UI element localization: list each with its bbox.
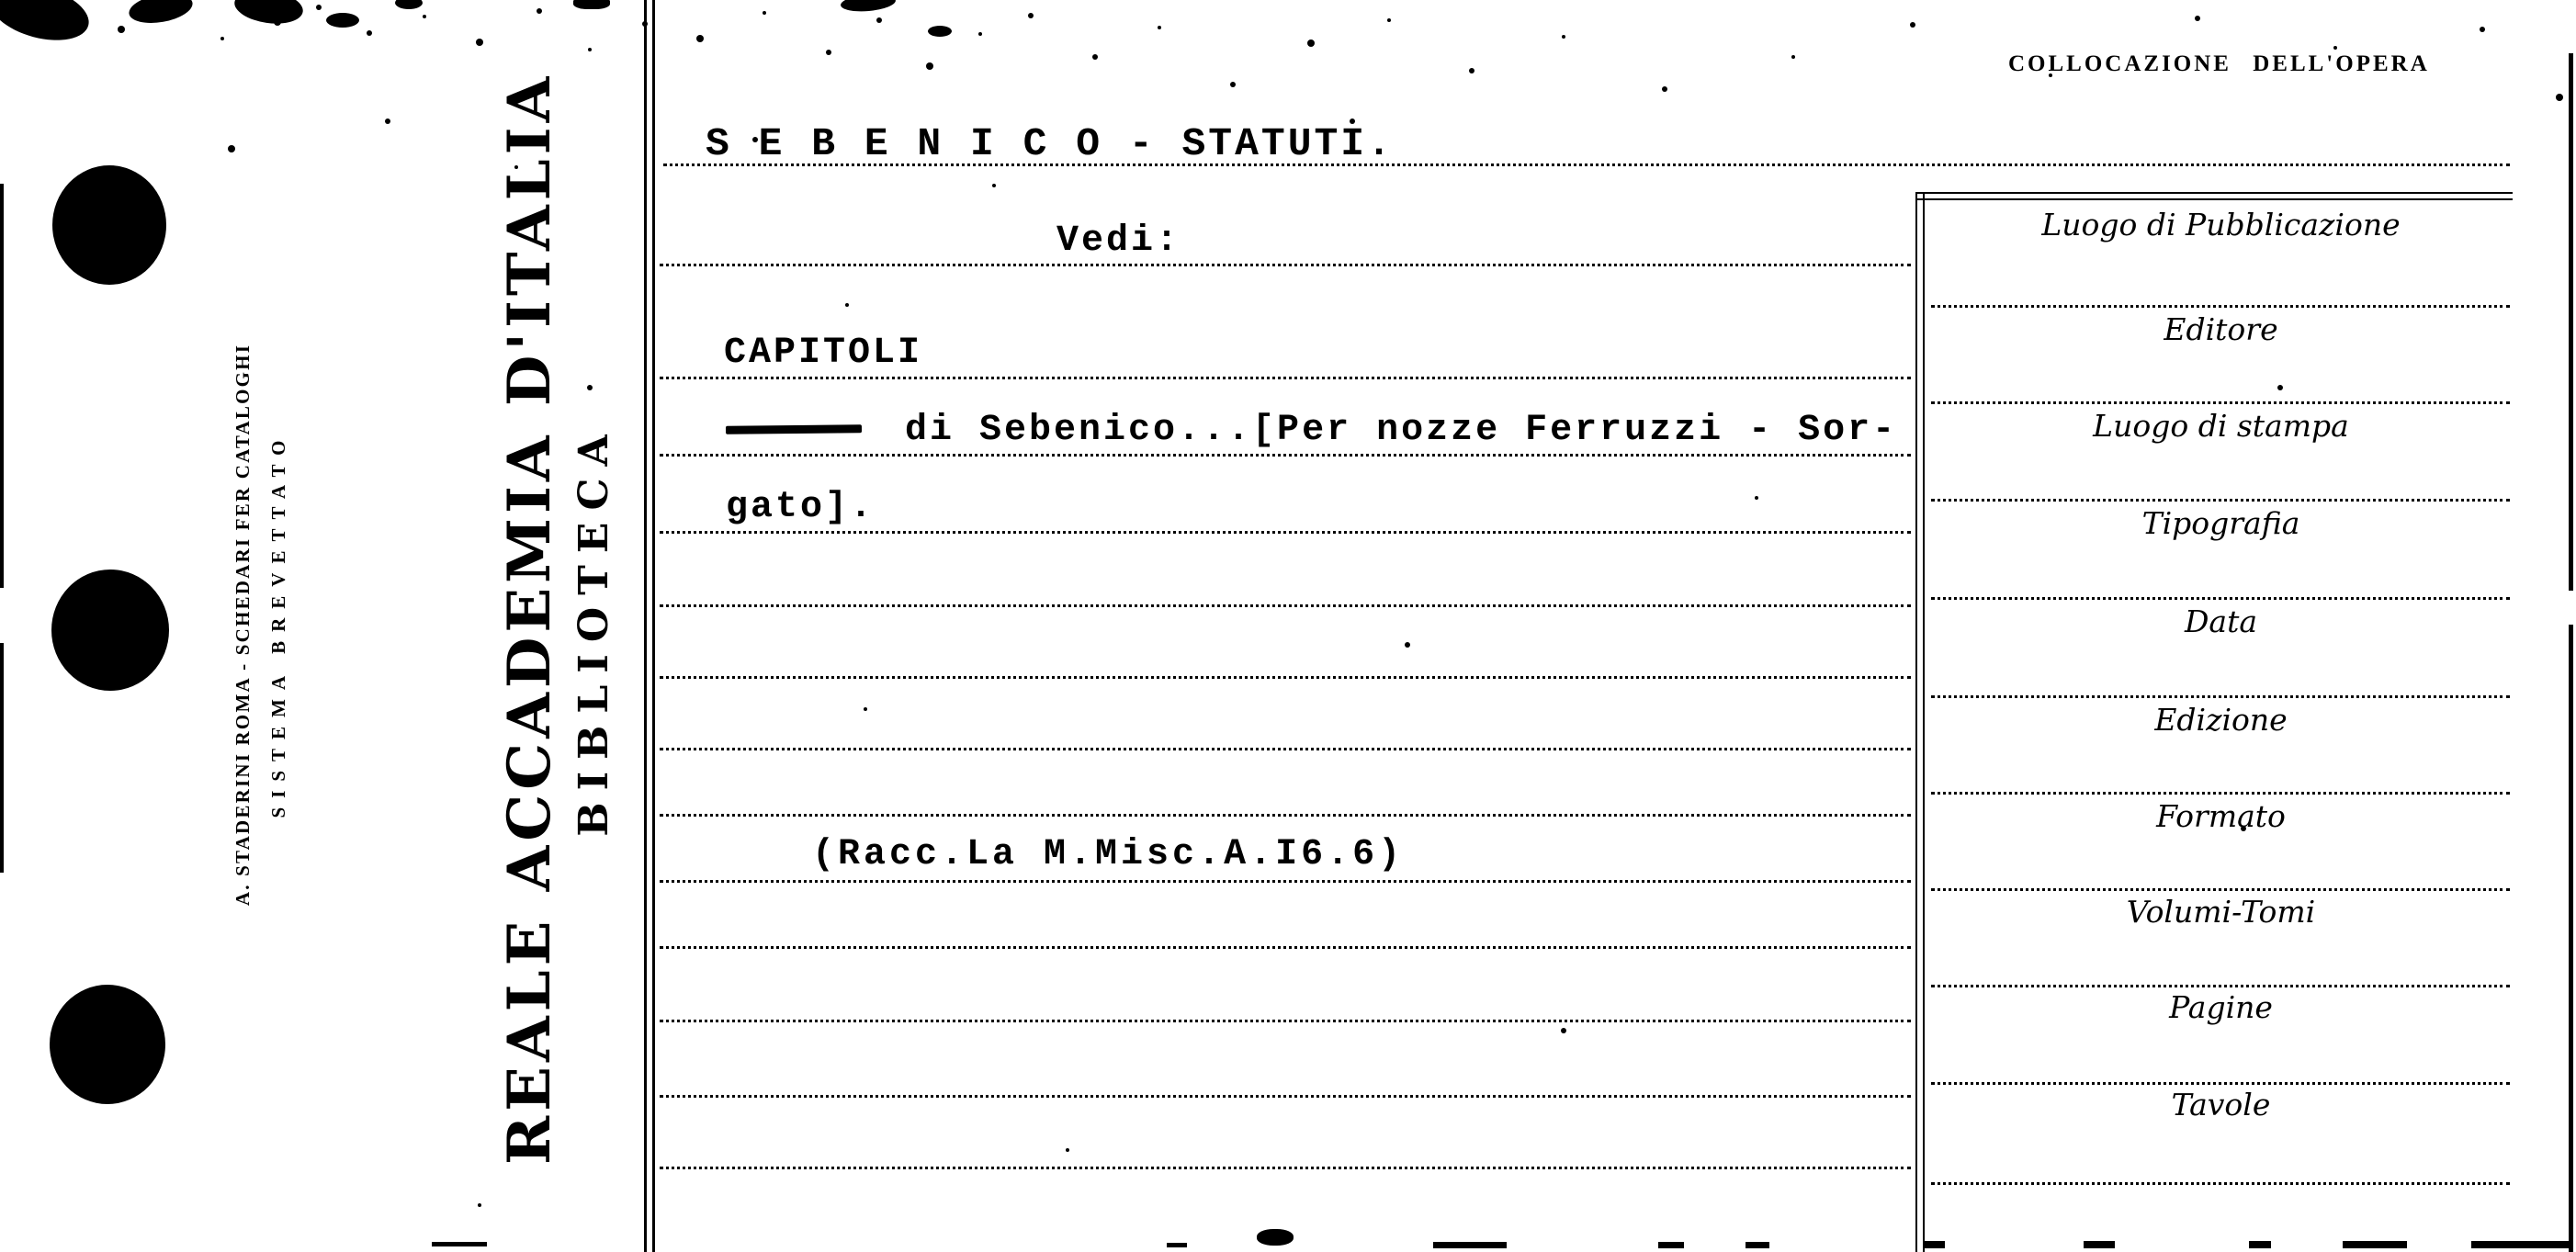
card-bottom-border xyxy=(2084,1241,2115,1248)
scan-noise xyxy=(840,0,896,14)
manufacturer-line2: SISTEMA BREVETTATO xyxy=(267,431,289,818)
card-bottom-border xyxy=(2471,1241,2572,1248)
panel-field-label: Pagine xyxy=(2169,989,2273,1025)
panel-field-label: Editore xyxy=(2164,311,2278,347)
scan-noise xyxy=(326,13,359,28)
entry-shelfmark: (Racc.La M.Misc.A.I6.6) xyxy=(812,834,1405,875)
panel-field-label: Luogo di Pubblicazione xyxy=(2041,207,2401,243)
scan-noise xyxy=(1257,1229,1294,1246)
scan-noise xyxy=(127,0,195,28)
ruled-line xyxy=(660,531,1911,534)
ditto-dash-icon xyxy=(726,424,862,434)
card-bottom-border xyxy=(1433,1242,1507,1248)
entry-title-line1: di Sebenico...[Per nozze Ferruzzi - Sor- xyxy=(905,410,1898,451)
panel-ruled-line xyxy=(1931,597,2510,600)
panel-ruled-line xyxy=(1931,792,2510,795)
panel-left-border xyxy=(1915,192,1925,1252)
card-bottom-border xyxy=(432,1242,487,1246)
ruled-line xyxy=(660,604,1911,607)
panel-ruled-line xyxy=(1931,499,2510,502)
punch-hole xyxy=(51,570,169,691)
ruled-line xyxy=(660,454,1911,457)
institution-name-block xyxy=(494,72,623,1165)
ruled-line xyxy=(660,880,1911,883)
card-bottom-border xyxy=(1167,1243,1187,1247)
collocation-header: COLLOCAZIONE DELL'OPERA xyxy=(2008,51,2430,76)
entry-title-line2: gato]. xyxy=(726,487,876,528)
entry-heading: S E B E N I C O - STATUTI. xyxy=(706,121,1394,166)
panel-field-label: Formato xyxy=(2156,798,2286,834)
entry-author-heading: CAPITOLI xyxy=(724,333,923,374)
card-bottom-border xyxy=(2249,1241,2271,1248)
card-bottom-border xyxy=(1658,1242,1684,1248)
panel-field-label: Data xyxy=(2184,603,2258,639)
panel-field-label: Tavole xyxy=(2171,1087,2271,1122)
ruled-line xyxy=(660,1020,1911,1022)
scan-noise xyxy=(395,0,423,9)
card-bottom-border xyxy=(2343,1241,2407,1248)
ruled-line xyxy=(660,1095,1911,1098)
scan-edge-artifact xyxy=(0,184,4,588)
panel-ruled-line xyxy=(1931,305,2510,308)
panel-ruled-line xyxy=(1931,695,2510,698)
card-bottom-border xyxy=(1746,1242,1769,1248)
manufacturer-line1: A. STADERINI ROMA - SCHEDARI FER CATALOGHI xyxy=(232,343,254,907)
card-bottom-border xyxy=(1925,1241,1945,1248)
scan-edge-artifact xyxy=(2569,625,2573,1252)
entry-cross-reference: Vedi: xyxy=(1056,220,1181,262)
ruled-line xyxy=(660,676,1911,679)
panel-field-label: Tipografia xyxy=(2141,505,2300,541)
panel-ruled-line xyxy=(1931,401,2510,404)
punch-hole xyxy=(50,985,165,1104)
panel-top-border xyxy=(1915,192,2513,200)
scan-noise xyxy=(573,0,610,9)
scan-edge-artifact xyxy=(2569,53,2573,591)
ruled-line xyxy=(660,1167,1911,1169)
panel-field-label: Luogo di stampa xyxy=(2093,408,2349,444)
scan-noise xyxy=(928,26,952,37)
ruled-line xyxy=(660,814,1911,817)
ruled-line xyxy=(660,946,1911,949)
ruled-line xyxy=(660,748,1911,750)
scan-noise xyxy=(0,0,95,50)
ruled-line xyxy=(660,264,1911,266)
panel-field-label: Edizione xyxy=(2154,702,2288,738)
panel-ruled-line xyxy=(1931,1182,2510,1185)
ruled-line xyxy=(660,377,1911,379)
panel-field-label: Volumi-Tomi xyxy=(2126,894,2316,930)
institution-name: REALE ACCADEMIA D'ITALIA xyxy=(495,72,564,1165)
scan-edge-artifact xyxy=(0,643,4,873)
scan-noise xyxy=(232,0,305,28)
punch-hole xyxy=(52,165,166,285)
vertical-divider-rule xyxy=(644,0,655,1252)
institution-department: BIBLIOTECA xyxy=(571,423,617,837)
manufacturer-imprint xyxy=(232,312,290,937)
